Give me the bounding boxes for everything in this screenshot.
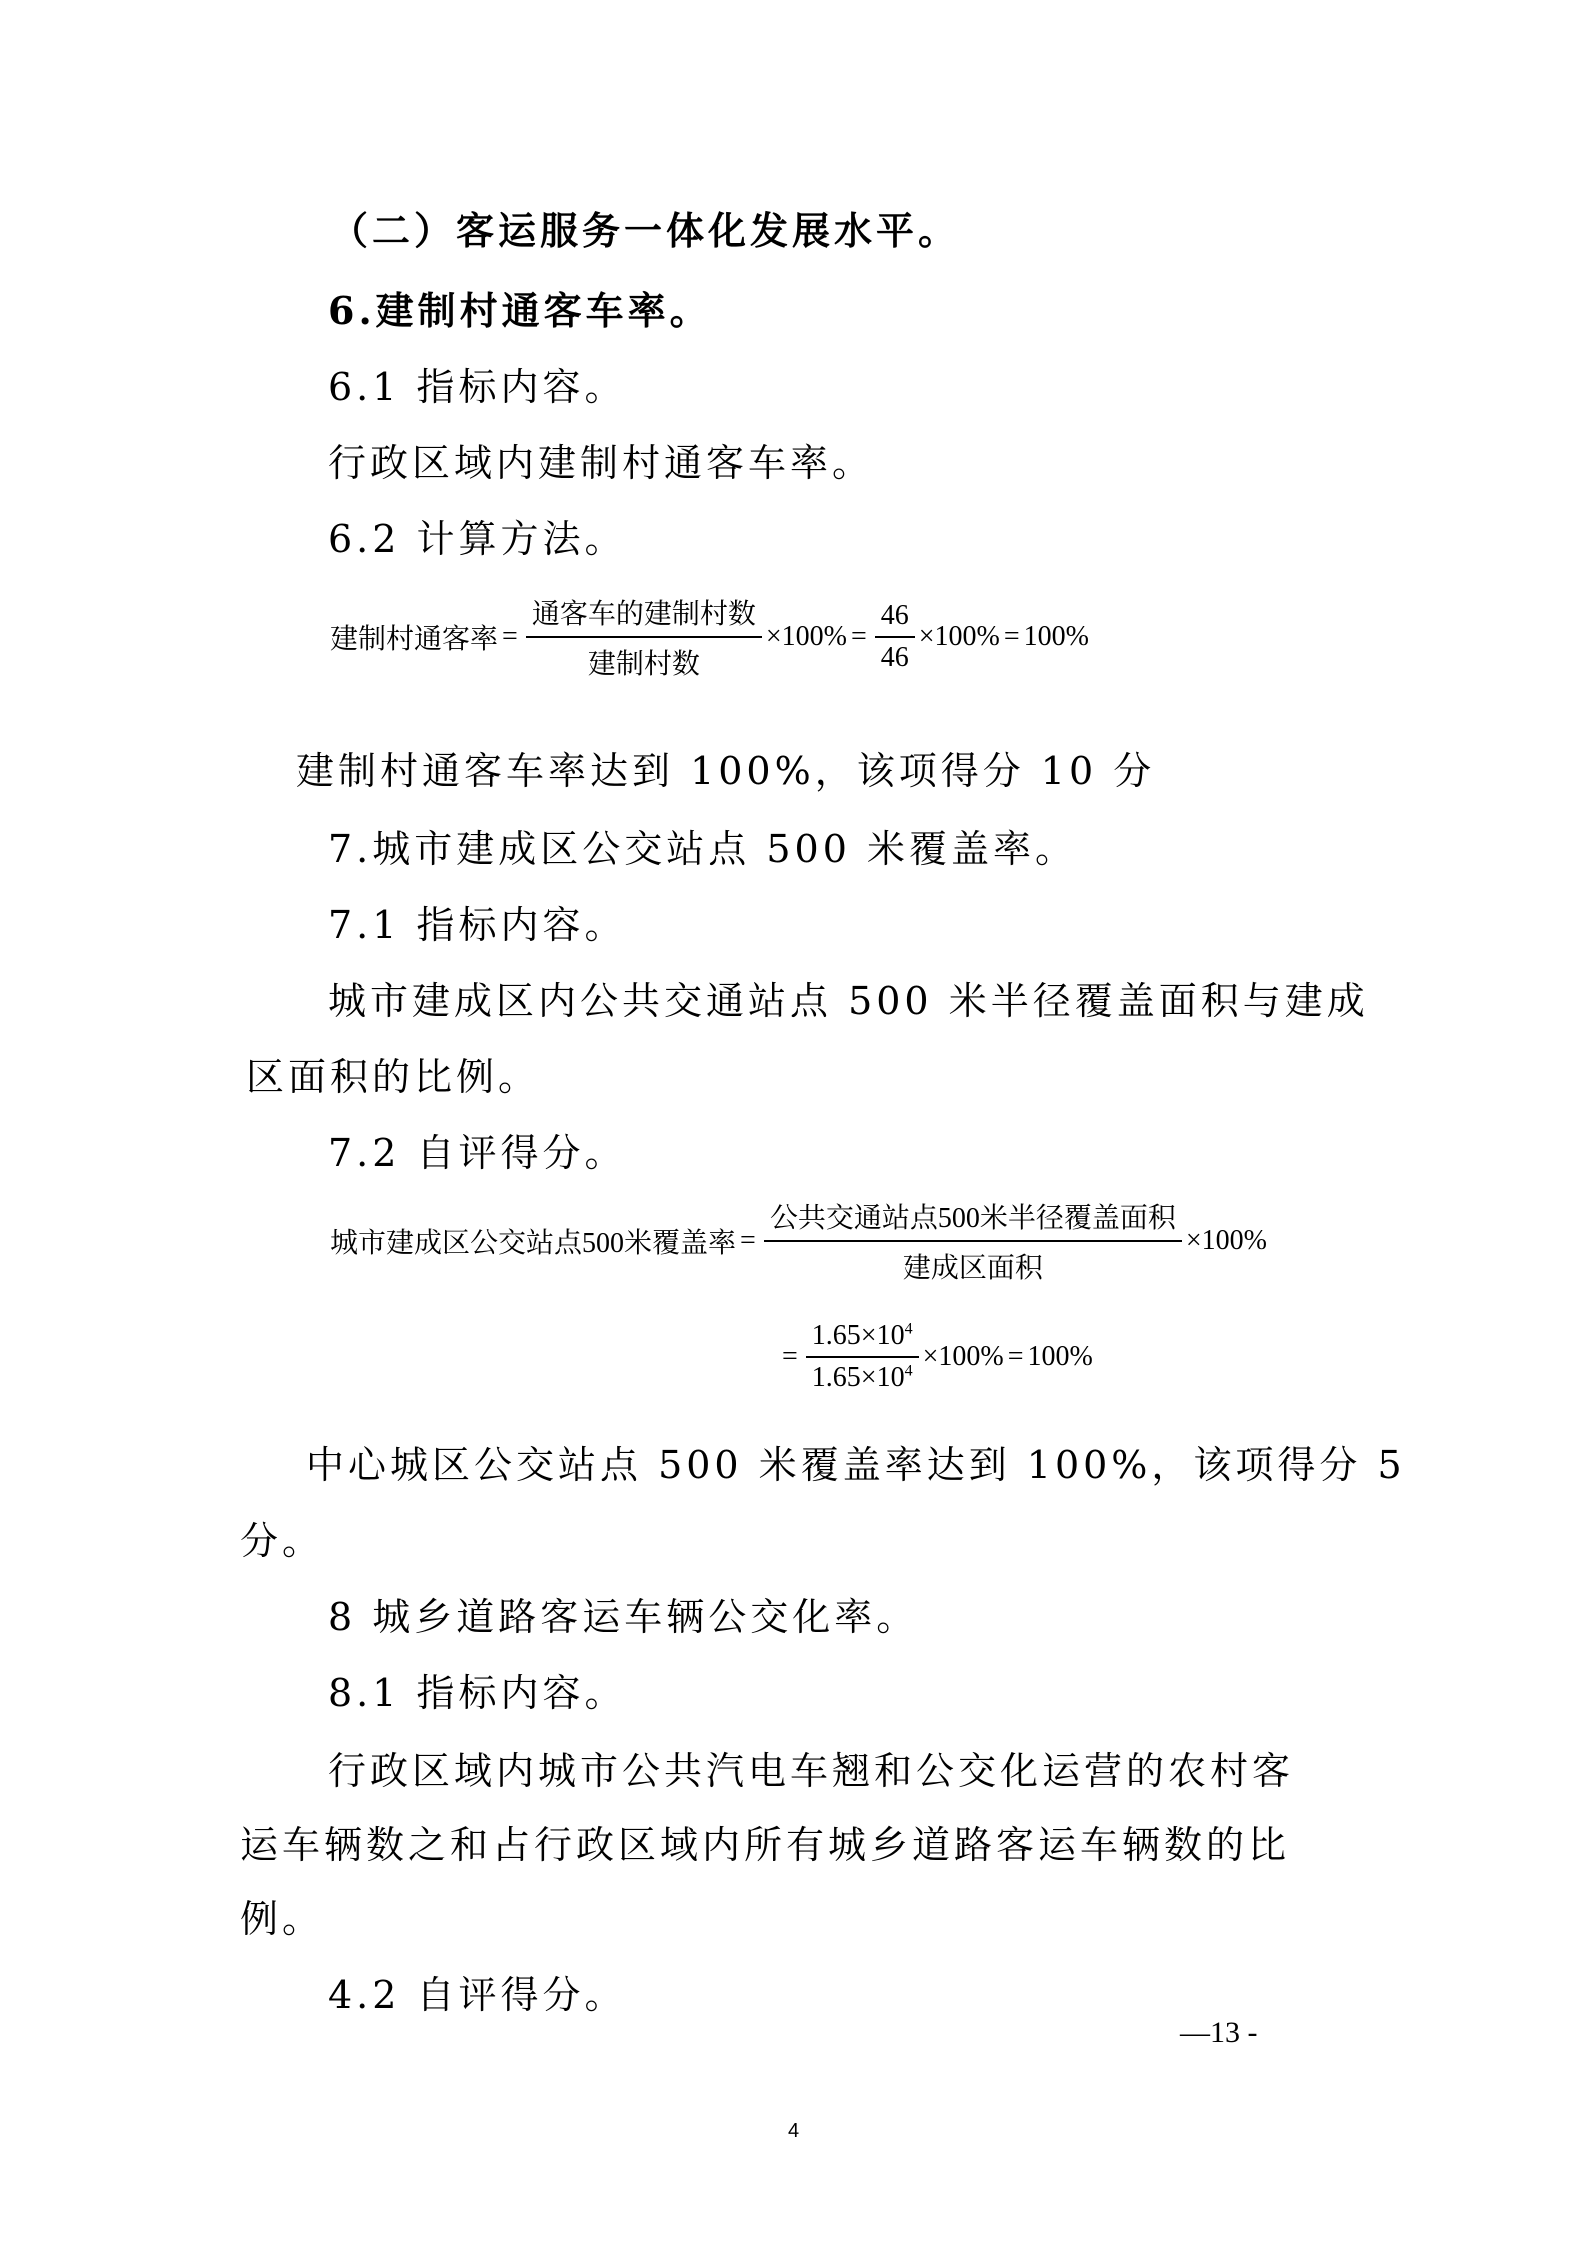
item7-result-line1: 中心城区公交站点 500 米覆盖率达到 100%，该项得分 5 [306, 1443, 1406, 1487]
item6-title: 6.建制村通客车率。 [328, 288, 712, 333]
fraction-values [875, 600, 915, 674]
formula-lhs: 城市建成区公交站点500米覆盖率 [330, 1228, 737, 1259]
item4-2-heading: 4.2 自评得分。 [328, 1973, 627, 2017]
denominator: 建成区面积 [902, 1253, 1043, 1284]
equals-sign: = [740, 1225, 756, 1256]
fraction [526, 592, 762, 682]
numerator-value: 46 [875, 600, 915, 638]
item6-2-heading: 6.2 计算方法。 [328, 517, 627, 561]
item6-1-body: 行政区域内建制村通客车率。 [328, 441, 875, 485]
item8-1-body-line3: 例。 [240, 1897, 325, 1941]
equals-sign: = [502, 621, 518, 652]
equals-sign: = [1003, 621, 1020, 652]
denominator-value [806, 1358, 919, 1394]
item8-title: 8 城乡道路客运车辆公交化率。 [328, 1595, 919, 1639]
item8-1-body-line2: 运车辆数之和占行政区域内所有城乡道路客运车辆数的比 [240, 1823, 1291, 1867]
item6-result: 建制村通客车率达到 100%，该项得分 10 分 [296, 749, 1156, 793]
numerator-base: 1.65×10 [811, 1320, 905, 1351]
formula-bus-stop-coverage-values [778, 1320, 1093, 1394]
formula-bus-stop-coverage [330, 1196, 1267, 1286]
formula-lhs: 建制村通客率 [330, 624, 499, 655]
item7-title: 7.城市建成区公交站点 500 米覆盖率。 [328, 827, 1077, 871]
times-100-percent: ×100% [765, 621, 847, 652]
fraction-values [806, 1320, 919, 1394]
numerator-value [806, 1320, 919, 1358]
item6-1-heading: 6.1 指标内容。 [328, 365, 627, 409]
equals-sign: = [782, 1341, 798, 1372]
item7-1-heading: 7.1 指标内容。 [328, 903, 627, 947]
denominator-base: 1.65×10 [811, 1362, 905, 1393]
item7-1-body-line1: 城市建成区内公共交通站点 500 米半径覆盖面积与建成 [328, 979, 1369, 1023]
numerator: 公共交通站点500米半径覆盖面积 [764, 1196, 1182, 1242]
page-number-inner: —13 - [1180, 2016, 1258, 2049]
times-100-percent: ×100% [918, 621, 1000, 652]
equals-sign: = [850, 621, 867, 652]
formula-village-bus-rate [330, 592, 1089, 682]
page-footer-number: 4 [788, 2120, 800, 2142]
times-100-percent: ×100% [922, 1341, 1004, 1372]
denominator: 建制村数 [587, 649, 700, 680]
denominator-exponent: 4 [904, 1362, 913, 1380]
item7-1-body-line2: 区面积的比例。 [246, 1055, 541, 1099]
section-heading: （二）客运服务一体化发展水平。 [330, 208, 961, 253]
numerator: 通客车的建制村数 [526, 592, 762, 638]
denominator-value: 46 [880, 642, 909, 673]
fraction [764, 1196, 1182, 1286]
item8-1-heading: 8.1 指标内容。 [328, 1671, 627, 1715]
formula-result: 100% [1027, 1341, 1093, 1372]
numerator-exponent: 4 [904, 1320, 913, 1338]
formula-result: 100% [1023, 621, 1089, 652]
equals-sign: = [1007, 1341, 1024, 1372]
item8-1-body-line1: 行政区域内城市公共汽电车翘和公交化运营的农村客 [328, 1749, 1295, 1793]
item7-2-heading: 7.2 自评得分。 [328, 1131, 627, 1175]
item7-result-line2: 分。 [240, 1519, 325, 1563]
times-100-percent: ×100% [1185, 1225, 1267, 1256]
